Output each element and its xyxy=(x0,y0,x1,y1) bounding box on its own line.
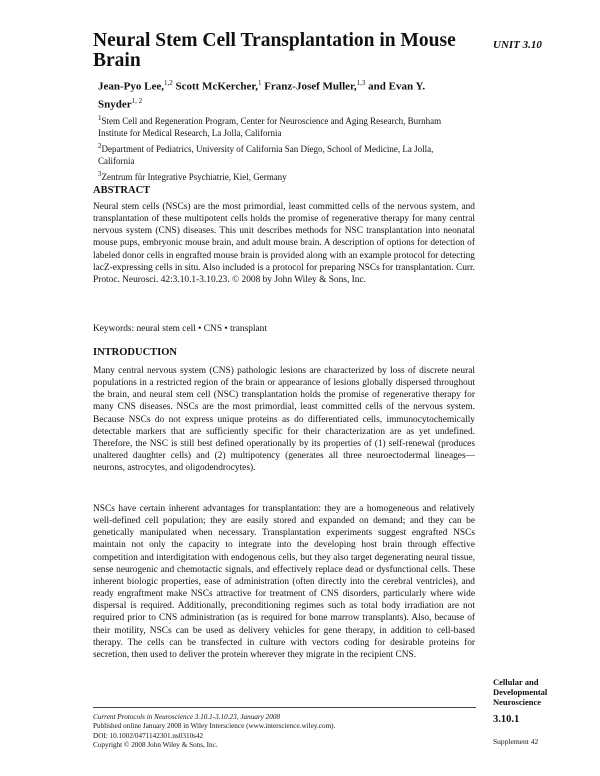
abstract-text: Neural stem cells (NSCs) are the most primordial, least committed cells of the nervous system, and transplantation of these multipotent cells holds the promise of regenerative therapy for many central nervous system (CNS) diseases. This unit describes methods for NSC transplantation into neonatal mouse pups, embryonic mouse brain, and adult mouse brain. A description of options for detection of labeled donor cells in engrafted mouse brain is provided along with an example protocol for detecting lacZ-expressing cells in situ. Also included is a protocol for preparing NSCs for transplantation. Curr. Protoc. Neurosci. 42:3.10.1-3.10.23. © 2008 by John Wiley & Sons, Inc. xyxy=(93,202,475,285)
introduction-heading: INTRODUCTION xyxy=(93,347,178,358)
author-affiliation-marker: 1 xyxy=(257,79,262,87)
author-name: and Evan Y. Snyder xyxy=(98,80,426,111)
author-name: Jean-Pyo Lee, xyxy=(98,80,164,93)
affiliation-marker: 3 xyxy=(98,170,102,178)
affiliation-marker: 1 xyxy=(98,114,102,122)
footer-line: Published online January 2008 in Wiley Interscience (www.interscience.wiley.com). xyxy=(93,722,336,731)
keywords: Keywords: neural stem cell • CNS • transplant xyxy=(93,324,267,334)
footer-divider xyxy=(93,707,476,708)
affiliation xyxy=(98,112,470,139)
journal-section-line: Developmental xyxy=(493,687,548,697)
abstract-heading: ABSTRACT xyxy=(93,185,151,196)
unit-label: UNIT 3.10 xyxy=(493,39,542,51)
article-title: Neural Stem Cell Transplantation in Mouse Brain xyxy=(93,30,456,71)
journal-section-line: Neuroscience xyxy=(493,697,541,707)
affiliation xyxy=(98,140,470,167)
author-list xyxy=(98,76,428,111)
page-number: 3.10.1 xyxy=(493,714,520,725)
author-affiliation-marker: 1,2 xyxy=(163,79,173,87)
author-name: Scott McKercher, xyxy=(175,80,258,93)
affiliation-list xyxy=(98,112,470,184)
affiliation-marker: 2 xyxy=(98,142,102,150)
affiliation xyxy=(98,168,470,183)
affiliation-text: Stem Cell and Regeneration Program, Center for Neuroscience and Aging Research, Burnham Institute for Medical Research, La Jolla, California xyxy=(98,116,442,138)
author-affiliation-marker: 1,3 xyxy=(356,79,366,87)
journal-section-label xyxy=(493,677,573,707)
citation-footer xyxy=(93,713,413,751)
author-affiliation-marker: 1, 2 xyxy=(131,96,143,105)
footer-line: DOI: 10.1002/0471142301.ns0310s42 xyxy=(93,731,204,740)
footer-line: Copyright © 2008 John Wiley & Sons, Inc. xyxy=(93,741,218,750)
affiliation-text: Department of Pediatrics, University of California San Diego, School of Medicine, La Jolla, California xyxy=(98,144,434,166)
introduction-paragraph: NSCs have certain inherent advantages for transplantation: they are a homogeneous and relatively well-defined cell population; they are easily stored and expanded on demand; and they can be genetically manipulated when necessary. Transplantation experiments suggest engrafted NSCs maintain not only the capacity to integrate into the developing host brain through effective competition and interdigitation with endogenous cells, but they also target degenerating neural tissue, sense neurogenic and chemotactic signals, and effectively replace dead or dysfunctional cells. These inherent biologic properties, ease of administration (often directly into the cerebral ventricles), and ready engraftment make NSCs attractive for treatment of CNS disorders, particularly where wide dispersal is required. Additionally, preconditioning regimes such as total body irradiation are not required prior to CNS administration (as is required for bone marrow transplants). Also, because of their motility, NSCs can be used as delivery vehicles for gene therapy, in addition to cell-based therapy. The cells can be transfected in culture with vectors coding for desirable proteins for secretion, then used to deliver the protein wherever they migrate in the recipient CNS. xyxy=(93,504,475,660)
supplement-label: Supplement 42 xyxy=(493,737,539,746)
footer-line: Current Protocols in Neuroscience 3.10.1-3.10.23, January 2008 xyxy=(93,713,281,721)
author-name: Franz-Josef Muller, xyxy=(264,80,357,93)
introduction-paragraph: Many central nervous system (CNS) pathologic lesions are characterized by loss of discrete neural populations in a restricted region of the brain or appearance of lesions globally dispersed throughout the brain, and neural stem cell (NSC) transplantation holds the promise of regenerative therapy for many CNS diseases. NSCs are the most primordial, least committed cells of the nervous system. Because NSCs do not express unique proteins as do differentiated cells, immunocytochemically detectable markers that are sufficiently specific for their characterization are as yet undefined. Therefore, the NSC is still best defined operationally by its properties of (1) self-renewal (produces unaltered daughter cells) and (2) multipotency (generates all three neuroectodermal lineages—neurons, astrocytes, and oligodendrocytes). xyxy=(93,366,475,474)
journal-section-line: Cellular and xyxy=(493,677,539,687)
affiliation-text: Zentrum für Integrative Psychiatrie, Kiel, Germany xyxy=(101,172,287,182)
